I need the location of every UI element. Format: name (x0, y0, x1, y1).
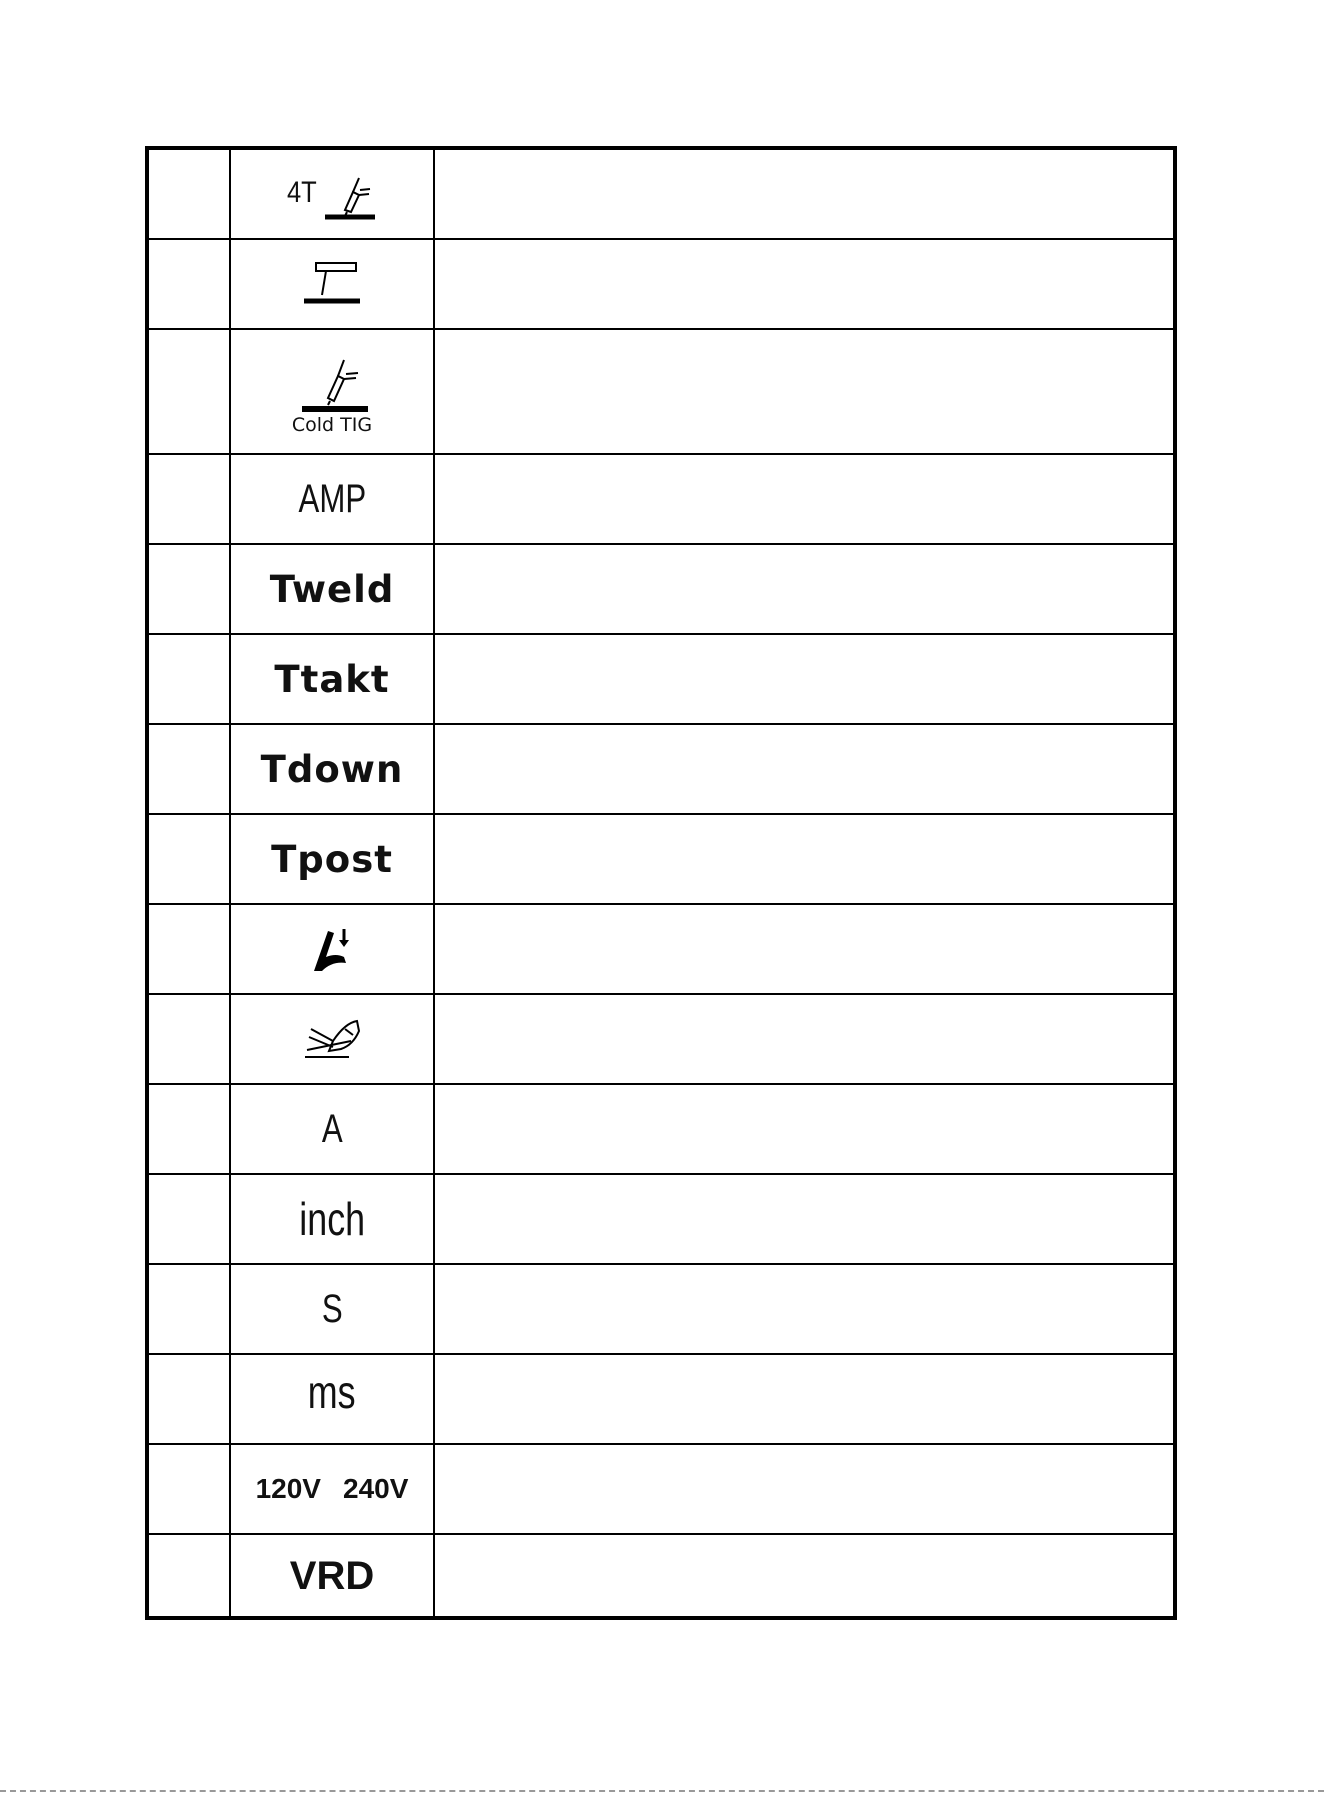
table-row (149, 635, 1173, 725)
symbol-cell (231, 905, 433, 993)
tdown-label: Tdown (260, 747, 404, 791)
number-cell (149, 815, 229, 903)
number-cell (149, 455, 229, 543)
table-row (149, 1265, 1173, 1355)
table-row (149, 1535, 1173, 1618)
symbol-cell (231, 725, 433, 813)
description-cell (435, 995, 1173, 1083)
number-cell (149, 995, 229, 1083)
torch-trigger-icon (310, 923, 354, 975)
voltage-240v-label: 240V (343, 1473, 409, 1504)
symbol-cell (231, 1085, 433, 1173)
number-cell (149, 1445, 229, 1533)
description-cell (435, 635, 1173, 723)
number-cell (149, 1355, 229, 1443)
symbol-cell (231, 635, 433, 723)
foot-pedal-icon (301, 1017, 363, 1061)
number-cell (149, 150, 229, 238)
cold-tig-torch-icon (292, 348, 372, 412)
cold-tig-label: Cold TIG (291, 413, 373, 436)
page-bottom-divider (0, 1790, 1324, 1792)
table-row (149, 240, 1173, 330)
description-cell (435, 240, 1173, 328)
symbol-cell (231, 1445, 433, 1533)
table-row (149, 1355, 1173, 1445)
table-row (149, 905, 1173, 995)
4t-label: 4T (287, 176, 317, 209)
amp-label: AMP (298, 476, 366, 521)
description-cell (435, 1445, 1173, 1533)
tpost-label: Tpost (271, 837, 393, 881)
number-cell (149, 1175, 229, 1263)
number-cell (149, 635, 229, 723)
description-cell (435, 1085, 1173, 1173)
symbol-cell (231, 1175, 433, 1263)
symbol-cell (231, 240, 433, 328)
symbol-cell (231, 330, 433, 453)
table-row (149, 545, 1173, 635)
number-cell (149, 1085, 229, 1173)
symbol-cell (231, 455, 433, 543)
seconds-unit-label: S (321, 1286, 343, 1331)
table-row (149, 1175, 1173, 1265)
table-row (149, 815, 1173, 905)
table-row (149, 150, 1173, 240)
description-cell (435, 815, 1173, 903)
symbol-cell (231, 1265, 433, 1353)
tweld-label: Tweld (269, 567, 395, 611)
table-row (149, 1445, 1173, 1535)
description-cell (435, 1175, 1173, 1263)
table-row (149, 995, 1173, 1085)
ampere-unit-label: A (321, 1106, 343, 1151)
vrd-label: VRD (289, 1554, 375, 1598)
symbol-cell (231, 995, 433, 1083)
symbol-cell (231, 150, 433, 238)
number-cell (149, 545, 229, 633)
inch-unit-label: inch (299, 1193, 365, 1245)
symbol-cell (231, 815, 433, 903)
table-row (149, 330, 1173, 455)
symbol-cell (231, 1355, 433, 1443)
number-cell (149, 905, 229, 993)
number-cell (149, 1265, 229, 1353)
voltage-120v-label: 120V (255, 1473, 321, 1504)
number-cell (149, 330, 229, 453)
ttakt-label: Ttakt (274, 657, 390, 701)
description-cell (435, 330, 1173, 453)
description-cell (435, 150, 1173, 238)
symbol-cell (231, 1535, 433, 1618)
symbol-table (145, 146, 1177, 1620)
table-row (149, 1085, 1173, 1175)
description-cell (435, 1355, 1173, 1443)
description-cell (435, 1265, 1173, 1353)
number-cell (149, 725, 229, 813)
table-row (149, 455, 1173, 545)
stick-electrode-icon (302, 259, 362, 309)
number-cell (149, 240, 229, 328)
milliseconds-unit-label: ms (308, 1366, 356, 1418)
table-row (149, 725, 1173, 815)
description-cell (435, 545, 1173, 633)
description-cell (435, 455, 1173, 543)
description-cell (435, 725, 1173, 813)
description-cell (435, 1535, 1173, 1618)
symbol-cell (231, 545, 433, 633)
description-cell (435, 905, 1173, 993)
4t-torch-icon (323, 164, 379, 224)
number-cell (149, 1535, 229, 1618)
